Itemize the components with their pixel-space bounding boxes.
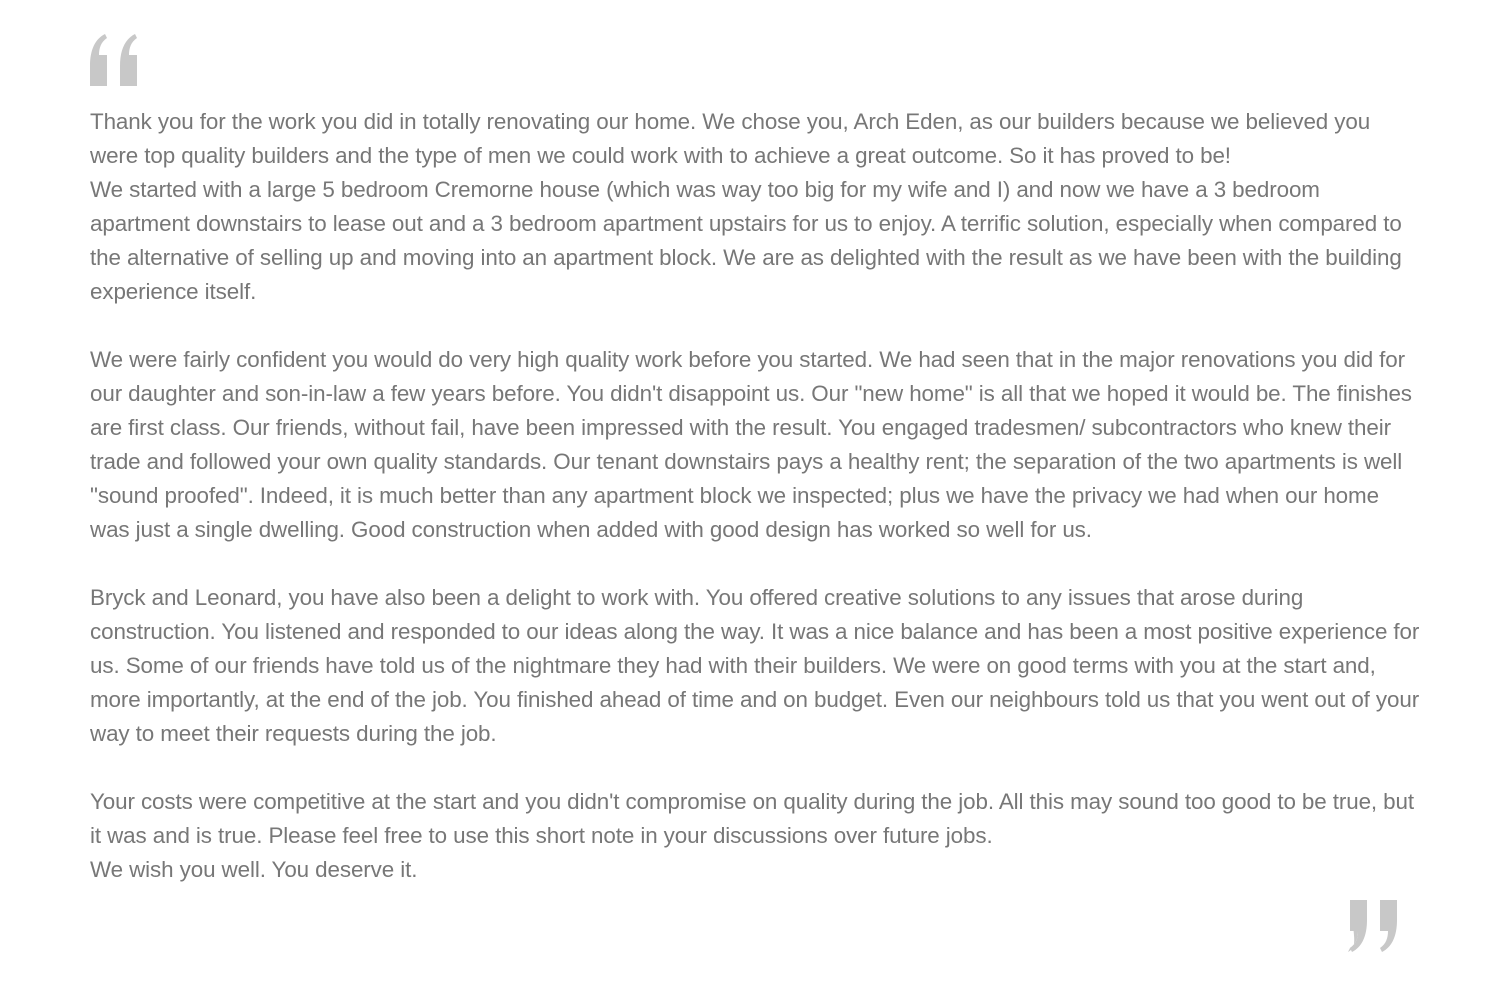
testimonial-paragraph: [90, 581, 1420, 751]
testimonial-paragraph: [90, 105, 1420, 309]
paragraph-line: We wish you well. You deserve it.: [90, 857, 418, 882]
open-quote-icon: [86, 30, 146, 90]
close-quote-icon: [1346, 896, 1406, 956]
testimonial-paragraph: [90, 343, 1420, 547]
testimonial-paragraph: [90, 785, 1420, 887]
testimonial-body: [90, 105, 1420, 887]
paragraph-line: Bryck and Leonard, you have also been a delight to work with. You offered creative solutions to any issues that arose during construction. You listened and responded to our ideas along the way. It was a nice balance and has been a most positive experience for us. Some of our friends have told us of the nightmare they had with their builders. We were on good terms with you at the start and, more importantly, at the end of the job. You finished ahead of time and on budget. Even our neighbours told us that you went out of your way to meet their requests during the job.: [90, 585, 1420, 746]
paragraph-line: Your costs were competitive at the start and you didn't compromise on quality during the job. All this may sound too good to be true, but it was and is true. Please feel free to use this short note in your discussions over future jobs.: [90, 789, 1414, 848]
paragraph-line: Thank you for the work you did in totally renovating our home. We chose you, Arch Eden, as our builders because we believed you were top quality builders and the type of men we could work with to achieve a great outcome. So it has proved to be!: [90, 109, 1371, 168]
paragraph-line: We were fairly confident you would do very high quality work before you started. We had seen that in the major renovations you did for our daughter and son-in-law a few years before. You didn't disappoint us. Our "new home" is all that we hoped it would be. The finishes are first class. Our friends, without fail, have been impressed with the result. You engaged tradesmen/ subcontractors who knew their trade and followed your own quality standards. Our tenant downstairs pays a healthy rent; the separation of the two apartments is well "sound proofed". Indeed, it is much better than any apartment block we inspected; plus we have the privacy we had when our home was just a single dwelling. Good construction when added with good design has worked so well for us.: [90, 347, 1412, 542]
paragraph-line: We started with a large 5 bedroom Cremorne house (which was way too big for my wife and I) and now we have a 3 bedroom apartment downstairs to lease out and a 3 bedroom apartment upstairs for us to enjoy. A terrific solution, especially when compared to the alternative of selling up and moving into an apartment block. We are as delighted with the result as we have been with the building experience itself.: [90, 177, 1402, 304]
